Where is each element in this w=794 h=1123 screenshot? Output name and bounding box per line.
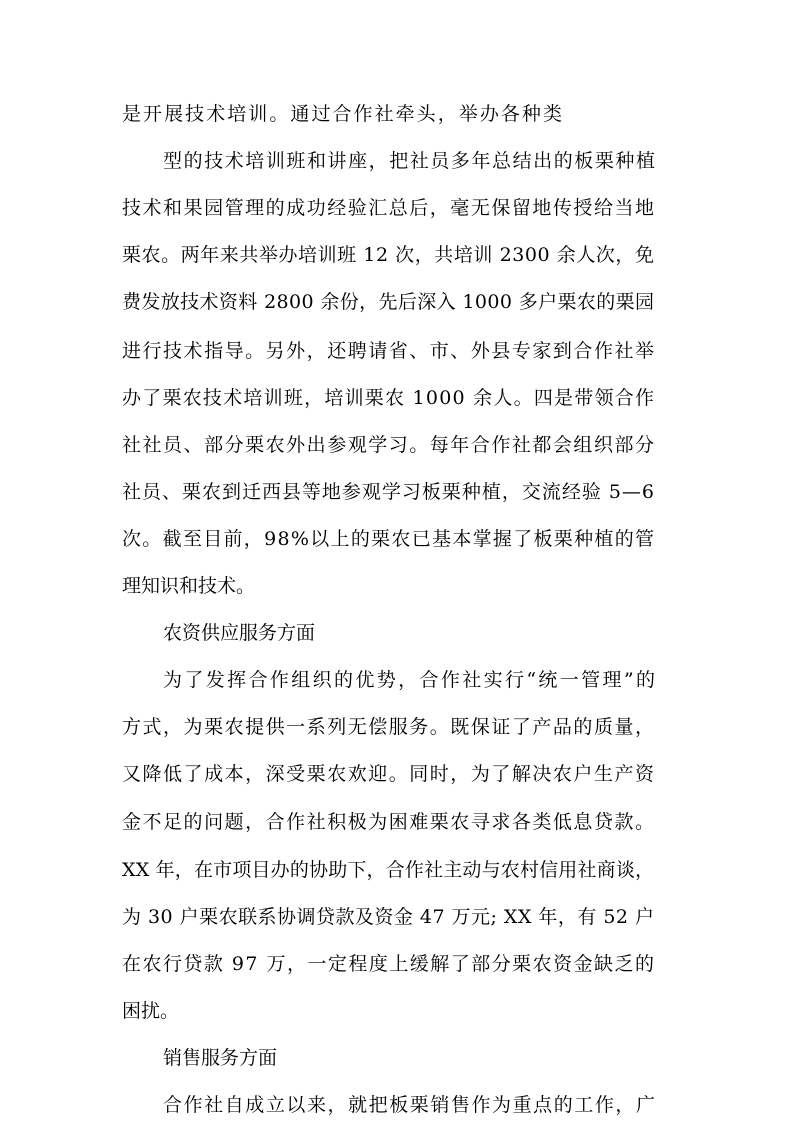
- text-line: 型的技术培训班和讲座，把社员多年总结出的板栗种植: [163, 150, 657, 173]
- text-line: 在农行贷款 97 万，一定程度上缓解了部分栗农资金缺乏的: [122, 952, 656, 975]
- text-line: 理知识和技术。: [122, 575, 256, 597]
- text-line: 技术和果园管理的成功经验汇总后，毫无保留地传授给当地: [122, 197, 656, 220]
- text-line: XX 年，在市项目办的协助下，合作社主动与农村信用社商谈，: [122, 858, 655, 881]
- text-line: 合作社自成立以来，就把板栗销售作为重点的工作，广: [163, 1094, 657, 1116]
- section-heading: 农资供应服务方面: [163, 622, 316, 644]
- text-line: 次。截至目前，98%以上的栗农已基本掌握了板栗种植的管: [122, 527, 656, 550]
- text-line: 办了栗农技术培训班，培训栗农 1000 余人。四是带领合作: [122, 386, 656, 409]
- text-line: 进行技术指导。另外，还聘请省、市、外县专家到合作社举: [122, 339, 656, 362]
- text-line: 社社员、部分栗农外出参观学习。每年合作社都会组织部分: [122, 433, 656, 456]
- text-line: 社员、栗农到迁西县等地参观学习板栗种植，交流经验 5—6: [122, 480, 655, 503]
- text-line: 金不足的问题，合作社积极为困难栗农寻求各类低息贷款。: [122, 811, 656, 834]
- text-line: 为了发挥合作组织的优势，合作社实行“统一管理”的: [163, 669, 658, 692]
- text-line: 是开展技术培训。通过合作社牵头，举办各种类: [122, 103, 565, 125]
- text-line: 栗农。两年来共举办培训班 12 次，共培训 2300 余人次，免: [122, 244, 655, 267]
- text-line: 费发放技术资料 2800 余份，先后深入 1000 多户栗农的栗园: [122, 291, 655, 314]
- text-line: 为 30 户栗农联系协调贷款及资金 47 万元; XX 年，有 52 户: [122, 905, 655, 928]
- text-line: 困扰。: [122, 999, 180, 1022]
- section-heading: 销售服务方面: [163, 1046, 278, 1069]
- text-line: 又降低了成本，深受栗农欢迎。同时，为了解决农户生产资: [122, 763, 656, 786]
- text-line: 方式，为栗农提供一系列无偿服务。既保证了产品的质量，: [122, 716, 656, 739]
